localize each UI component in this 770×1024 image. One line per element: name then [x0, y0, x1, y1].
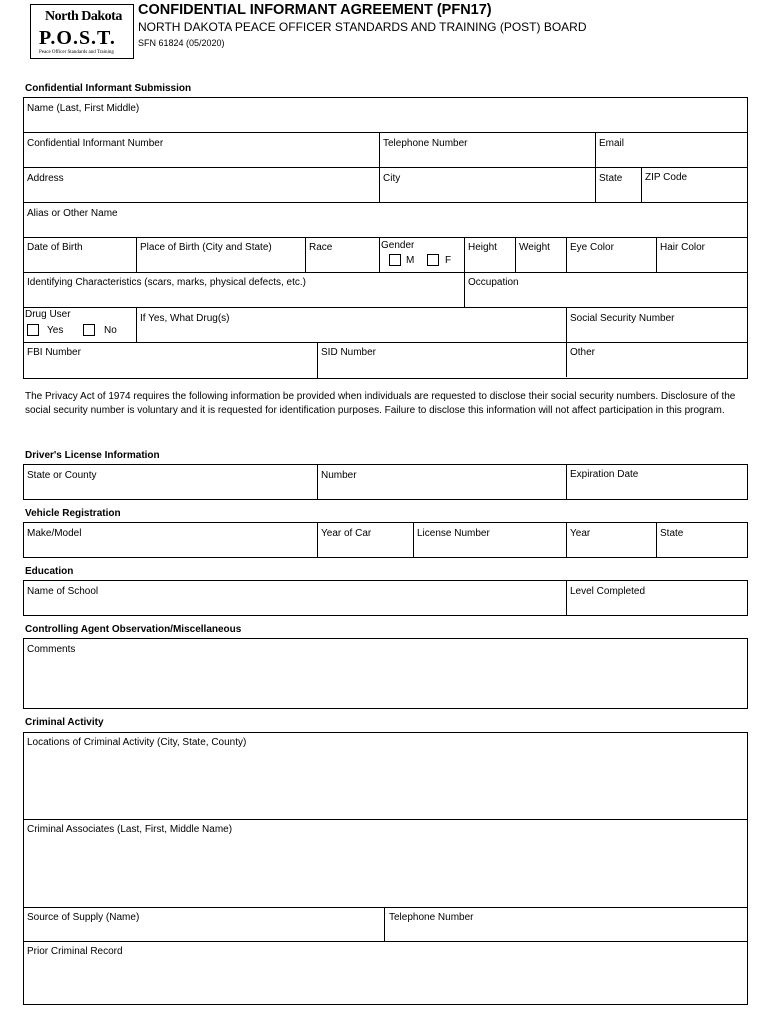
divider: [317, 464, 318, 500]
divider: [317, 522, 318, 558]
prior-record-field[interactable]: Prior Criminal Record: [27, 946, 123, 957]
ci-number-field[interactable]: Confidential Informant Number: [27, 138, 164, 149]
section-criminal-heading: Criminal Activity: [25, 717, 104, 728]
divider: [23, 272, 748, 273]
divider: [23, 941, 748, 942]
divider: [23, 202, 748, 203]
divider: [595, 132, 596, 167]
section-submission-heading: Confidential Informant Submission: [25, 83, 192, 94]
divider: [595, 167, 596, 202]
divider: [515, 237, 516, 272]
divider: [464, 237, 465, 307]
divider: [566, 580, 567, 616]
divider: [23, 307, 748, 308]
divider: [566, 307, 567, 377]
identifying-field[interactable]: Identifying Characteristics (scars, marks, physical defects, etc.): [27, 277, 306, 288]
city-field[interactable]: City: [383, 173, 401, 184]
divider: [566, 522, 567, 558]
dl-state-field[interactable]: State or County: [27, 470, 97, 481]
divider: [136, 307, 137, 342]
logo-line-2: P.O.S.T.: [39, 27, 116, 49]
name-field[interactable]: Name (Last, First Middle): [27, 103, 140, 114]
level-completed-field[interactable]: Level Completed: [570, 586, 646, 597]
divider: [566, 464, 567, 500]
address-field[interactable]: Address: [27, 173, 64, 184]
observation-table: [23, 638, 748, 709]
dob-field[interactable]: Date of Birth: [27, 242, 83, 253]
divider: [566, 237, 567, 272]
divider: [23, 237, 748, 238]
divider: [656, 522, 657, 558]
ssn-field[interactable]: Social Security Number: [570, 313, 675, 324]
drug-user-no-label: No: [104, 325, 117, 336]
form-title: CONFIDENTIAL INFORMANT AGREEMENT (PFN17): [138, 2, 492, 18]
logo-line-3: Peace Officer Standards and Training: [39, 50, 114, 55]
height-field[interactable]: Height: [468, 242, 497, 253]
drug-user-label: Drug User: [25, 309, 71, 320]
source-telephone-field[interactable]: Telephone Number: [389, 912, 474, 923]
divider: [23, 907, 748, 908]
logo-line-1: North Dakota: [45, 9, 122, 24]
gender-label: Gender: [381, 240, 415, 251]
telephone-field[interactable]: Telephone Number: [383, 138, 468, 149]
section-vehicle-heading: Vehicle Registration: [25, 508, 121, 519]
form-subtitle: NORTH DAKOTA PEACE OFFICER STANDARDS AND TRAINING (POST) BOARD: [138, 20, 587, 34]
race-field[interactable]: Race: [309, 242, 333, 253]
divider: [23, 819, 748, 820]
drug-user-yes-checkbox[interactable]: [27, 324, 39, 336]
privacy-notice: The Privacy Act of 1974 requires the following information be provided when individuals are requested to disclose their social security numbers. Disclosure of the social security number is voluntary and it is requested for identification purposes. Failure to disclose this information will not affect participation in this program.: [25, 391, 736, 416]
vehicle-table: [23, 522, 748, 558]
license-number-field[interactable]: License Number: [417, 528, 490, 539]
gender-f-checkbox[interactable]: [427, 254, 439, 266]
divider: [23, 342, 748, 343]
form-number: SFN 61824 (05/2020): [138, 38, 225, 48]
divider: [379, 237, 380, 272]
state-field[interactable]: State: [599, 173, 623, 184]
pob-field[interactable]: Place of Birth (City and State): [140, 242, 272, 253]
section-education-heading: Education: [25, 566, 74, 577]
post-logo: [30, 4, 134, 59]
make-model-field[interactable]: Make/Model: [27, 528, 82, 539]
divider: [379, 132, 380, 202]
dl-expiration-field[interactable]: Expiration Date: [570, 469, 639, 480]
divider: [317, 342, 318, 379]
section-drivers-license-heading: Driver's License Information: [25, 450, 160, 461]
other-field[interactable]: Other: [570, 347, 596, 358]
sid-number-field[interactable]: SID Number: [321, 347, 377, 358]
email-field[interactable]: Email: [599, 138, 625, 149]
zip-field[interactable]: ZIP Code: [645, 172, 688, 183]
alias-field[interactable]: Alias or Other Name: [27, 208, 118, 219]
year-of-car-field[interactable]: Year of Car: [321, 528, 372, 539]
weight-field[interactable]: Weight: [519, 242, 550, 253]
hair-color-field[interactable]: Hair Color: [660, 242, 706, 253]
divider: [305, 237, 306, 272]
section-observation-heading: Controlling Agent Observation/Miscellaneous: [25, 624, 242, 635]
gender-f-label: F: [445, 255, 452, 266]
source-of-supply-field[interactable]: Source of Supply (Name): [27, 912, 140, 923]
divider: [384, 907, 385, 941]
divider: [23, 167, 748, 168]
gender-m-label: M: [406, 255, 415, 266]
associates-field[interactable]: Criminal Associates (Last, First, Middle Name): [27, 824, 233, 835]
drug-user-no-checkbox[interactable]: [83, 324, 95, 336]
drivers-license-table: [23, 464, 748, 500]
drug-user-yes-label: Yes: [47, 325, 64, 336]
dl-number-field[interactable]: Number: [321, 470, 357, 481]
gender-m-checkbox[interactable]: [389, 254, 401, 266]
fbi-number-field[interactable]: FBI Number: [27, 347, 81, 358]
criminal-table: [23, 732, 748, 1005]
divider: [413, 522, 414, 558]
year-field[interactable]: Year: [570, 528, 591, 539]
divider: [136, 237, 137, 272]
school-field[interactable]: Name of School: [27, 586, 99, 597]
divider: [641, 167, 642, 202]
occupation-field[interactable]: Occupation: [468, 277, 519, 288]
comments-field[interactable]: Comments: [27, 644, 76, 655]
divider: [656, 237, 657, 272]
locations-field[interactable]: Locations of Criminal Activity (City, State, County): [27, 737, 247, 748]
what-drugs-field[interactable]: If Yes, What Drug(s): [140, 313, 230, 324]
divider: [23, 132, 748, 133]
vehicle-state-field[interactable]: State: [660, 528, 684, 539]
eye-color-field[interactable]: Eye Color: [570, 242, 614, 253]
